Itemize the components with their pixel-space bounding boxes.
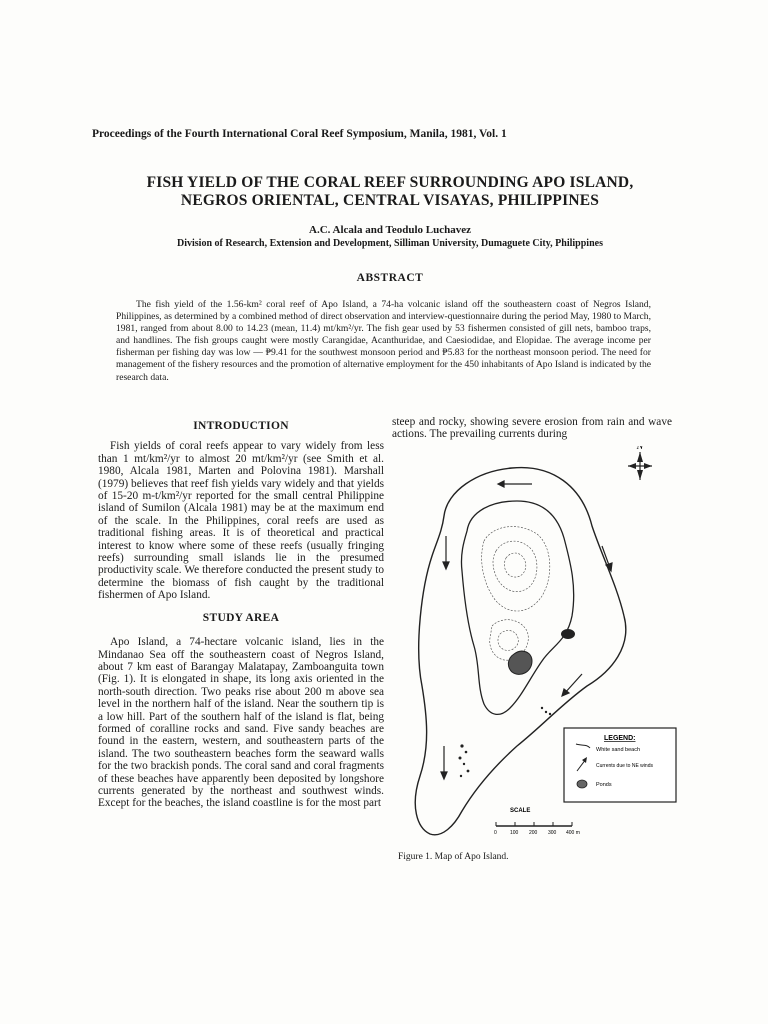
scale-tick-400: 400 m <box>566 830 580 836</box>
study-area-heading: STUDY AREA <box>202 611 280 624</box>
affiliation: Division of Research, Extension and Development, Silliman University, Dumaguete City, Philippines <box>177 238 603 249</box>
title-line-1: FISH YIELD OF THE CORAL REEF SURROUNDING APO ISLAND, <box>146 174 634 191</box>
scale-label: SCALE <box>510 808 531 814</box>
left-column <box>98 420 384 810</box>
contour-lines <box>482 527 550 661</box>
legend <box>564 728 676 802</box>
introduction-heading: INTRODUCTION <box>193 420 289 432</box>
scale-tick-100: 100 <box>510 830 519 836</box>
apo-island-map <box>392 446 682 846</box>
paper-title <box>90 174 690 210</box>
title-line-2: NEGROS ORIENTAL, CENTRAL VISAYAS, PHILIPPINES <box>180 192 600 209</box>
right-column-text: steep and rocky, showing severe erosion from rain and wave actions. The prevailing currents during <box>392 416 672 441</box>
pond-1 <box>561 629 575 639</box>
island-outline <box>461 501 573 714</box>
pond-legend-icon <box>577 780 587 788</box>
proceedings-header: Proceedings of the Fourth International Coral Reef Symposium, Manila, 1981, Vol. 1 <box>92 128 507 140</box>
scale-bar <box>494 808 580 836</box>
offshore-rocks <box>459 707 552 777</box>
study-area-text: Apo Island, a 74-hectare volcanic island, lies in the Mindanao Sea off the southeastern coast of Negros Island, about 7 km east of Barangay Malatapay, Zamboanguita town (Fig. 1). It is elongated in shape, its long axis oriented in the north-south direction. Two peaks rise about 200 m above sea level in the northern half of the island. Near the southern tip is a low hill. Part of the southern half of the island is flat, being formed of coralline rocks and sand. Five sandy beaches are found in the eastern, western, and southeastern parts of the island. The two southeastern beaches form the seaward walls for the two brackish ponds. The coral sand and coral fragments of these beaches have apparently been deposited by longshore currents generated by the northeast and southwest winds. Except for the beaches, the island coastline is for the most part <box>98 636 384 810</box>
map-drawing <box>392 446 682 846</box>
legend-ponds-label: Ponds <box>596 782 612 788</box>
north-label: N <box>636 446 644 452</box>
scale-tick-0: 0 <box>494 830 497 836</box>
authors: A.C. Alcala and Teodulo Luchavez <box>309 224 471 236</box>
abstract-heading: ABSTRACT <box>356 272 424 284</box>
legend-currents-label: Currents due to NE winds <box>596 763 653 769</box>
figure-caption: Figure 1. Map of Apo Island. <box>398 852 509 862</box>
pond-2 <box>508 651 532 674</box>
abstract-text: The fish yield of the 1.56-km² coral reef of Apo Island, a 74-ha volcanic island off the southeastern coast of Negros Island, Philippines, as determined by a combined method of direct observation and interview-questionnaire during the period May, 1980 to March, 1981, ranged from about 8.00 to 14.23 (mean, 11.4) mt/km²/yr. The fish gear used by 53 fishermen consisted of gill nets, bamboo traps, and handlines. The fish groups caught were mostly Carangidae, Acanthuridae, and Caesiodidae, and Elopidae. The average income per fisherman per fishing day was low — ₱9.41 for the southwest monsoon period and ₱5.83 for the northeast monsoon period. The need for management of the fishery resources and the promotion of alternative employment for the 450 inhabitants of Apo Island is indicated by the research data. <box>116 299 651 383</box>
scale-tick-300: 300 <box>548 830 557 836</box>
scale-tick-200: 200 <box>529 830 538 836</box>
north-arrow-icon <box>628 452 652 480</box>
legend-title: LEGEND: <box>604 735 636 742</box>
legend-beach-label: White sand beach <box>596 747 641 753</box>
introduction-text: Fish yields of coral reefs appear to vary widely from less than 1 mt/km²/yr to almost 20 mt/km²/yr (see Smith et al. 1980, Alcala 1981, Marten and Polovina 1981). Marshall (1979) believes that reef fish yields vary widely and that yields of 15-20 m-t/km²/yr reported for the small central Philippine island of Sumilon (Alcala 1981) may be at the maximum end of the scale. In the Philippines, coral reefs are used as traditional fishing areas. It is of theoretical and practical interest to know where some of these reefs (usually fringing reefs) surrounding small islands lie in the presumed productivity scale. We therefore conducted the present study to determine the biomass of fish caught by the traditional fishermen of Apo Island. <box>98 440 384 602</box>
